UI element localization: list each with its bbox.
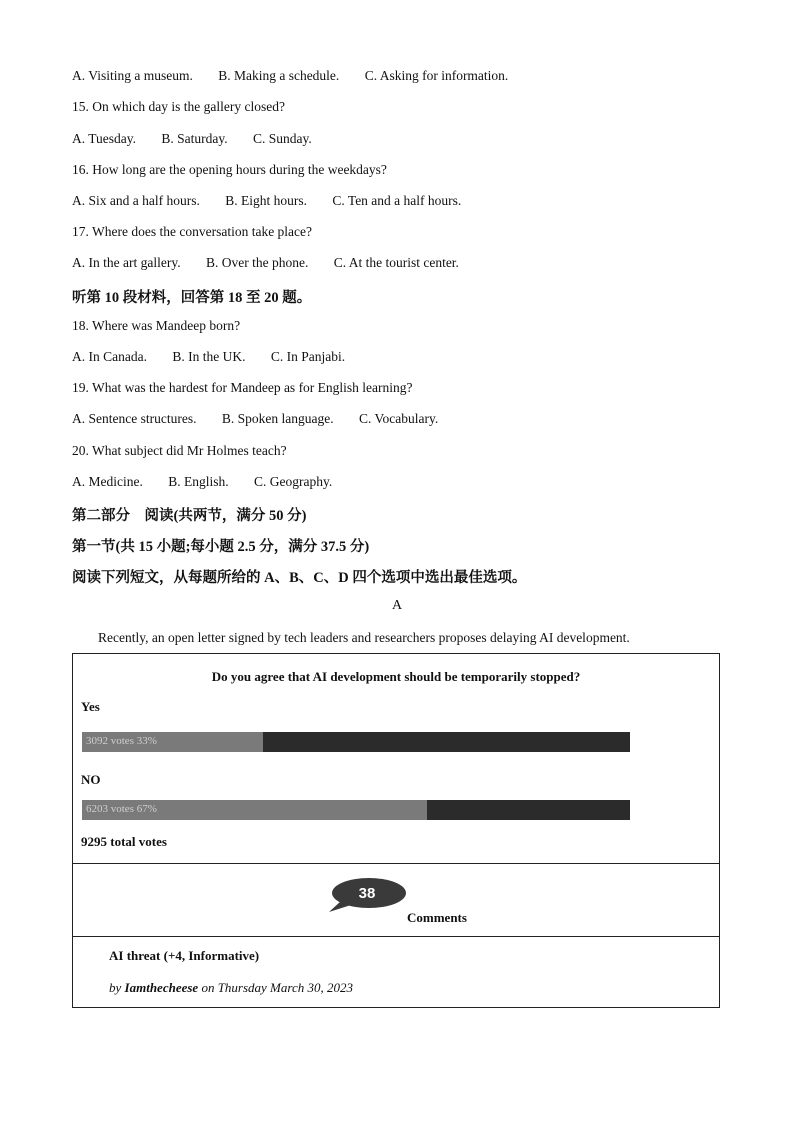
q19-question: 19. What was the hardest for Mandeep as for English learning? <box>72 380 413 395</box>
q16-question: 16. How long are the opening hours during the weekdays? <box>72 162 387 177</box>
option: A. Medicine. <box>72 474 143 489</box>
option: B. Over the phone. <box>205 255 309 270</box>
poll-bar-no <box>82 800 630 820</box>
reading-instruction: 阅读下列短文，从每题所给的 A、B、C、D 四个选项中选出最佳选项。 <box>72 570 527 586</box>
q17-question: 17. Where does the conversation take place? <box>72 224 313 239</box>
poll-bar-yes-text: 3092 votes 33% <box>86 735 157 747</box>
option: A. Tuesday. <box>72 131 137 146</box>
option: A. Sentence structures. <box>72 411 197 426</box>
comments-section[interactable] <box>73 863 719 937</box>
option: C. In Panjabi. <box>270 349 346 364</box>
poll-question: Do you agree that AI development should be temporarily stopped? <box>211 669 581 684</box>
q15-options <box>72 131 334 147</box>
option: A. In Canada. <box>72 349 147 364</box>
poll-option-no-label: NO <box>81 772 101 787</box>
q18-options <box>72 349 367 365</box>
comment-byline: by Iamthecheese on Thursday March 30, 2023 <box>109 980 353 995</box>
comment-author[interactable]: Iamthecheese <box>124 980 199 995</box>
poll-box <box>72 653 720 1008</box>
poll-bar-no-text: 6203 votes 67% <box>86 803 157 815</box>
section1-title: 第一节(共 15 小题;每小题 2.5 分，满分 37.5 分) <box>72 539 370 555</box>
option: C. Asking for information. <box>364 68 509 83</box>
option: B. English. <box>168 474 229 489</box>
option: B. Eight hours. <box>225 193 307 208</box>
q14-options <box>72 68 530 84</box>
passage-letter: A <box>391 598 403 613</box>
poll-option-yes-label: Yes <box>81 699 100 714</box>
option: B. Making a schedule. <box>218 68 340 83</box>
comments-label[interactable]: Comments <box>407 910 467 925</box>
option: A. In the art gallery. <box>72 255 181 270</box>
option: B. Spoken language. <box>221 411 334 426</box>
poll-total-votes: 9295 total votes <box>81 834 167 849</box>
passage-intro: Recently, an open letter signed by tech leaders and researchers proposes delaying AI development. <box>98 630 630 645</box>
option: C. Geography. <box>254 474 333 489</box>
option: A. Visiting a museum. <box>72 68 193 83</box>
option: B. In the UK. <box>172 349 246 364</box>
option: C. Ten and a half hours. <box>332 193 462 208</box>
comment-count: 38 <box>358 885 376 902</box>
option: A. Six and a half hours. <box>72 193 200 208</box>
q20-options <box>72 474 354 490</box>
q16-options <box>72 193 483 209</box>
part2-title: 第二部分 阅读(共两节，满分 50 分) <box>72 508 307 524</box>
option: C. At the tourist center. <box>333 255 459 270</box>
option: C. Vocabulary. <box>358 411 439 426</box>
comment-entry <box>73 936 719 1008</box>
q15-question: 15. On which day is the gallery closed? <box>72 99 285 114</box>
option: B. Saturday. <box>161 131 228 146</box>
q20-question: 20. What subject did Mr Holmes teach? <box>72 443 287 458</box>
comment-title[interactable]: AI threat (+4, Informative) <box>109 948 260 963</box>
section-instruction-10: 听第 10 段材料，回答第 18 至 20 题。 <box>72 290 312 306</box>
q19-options <box>72 411 460 427</box>
q18-question: 18. Where was Mandeep born? <box>72 318 241 333</box>
q17-options <box>72 255 481 271</box>
poll-results <box>73 654 719 864</box>
option: C. Sunday. <box>253 131 312 146</box>
poll-bar-yes <box>82 732 630 752</box>
